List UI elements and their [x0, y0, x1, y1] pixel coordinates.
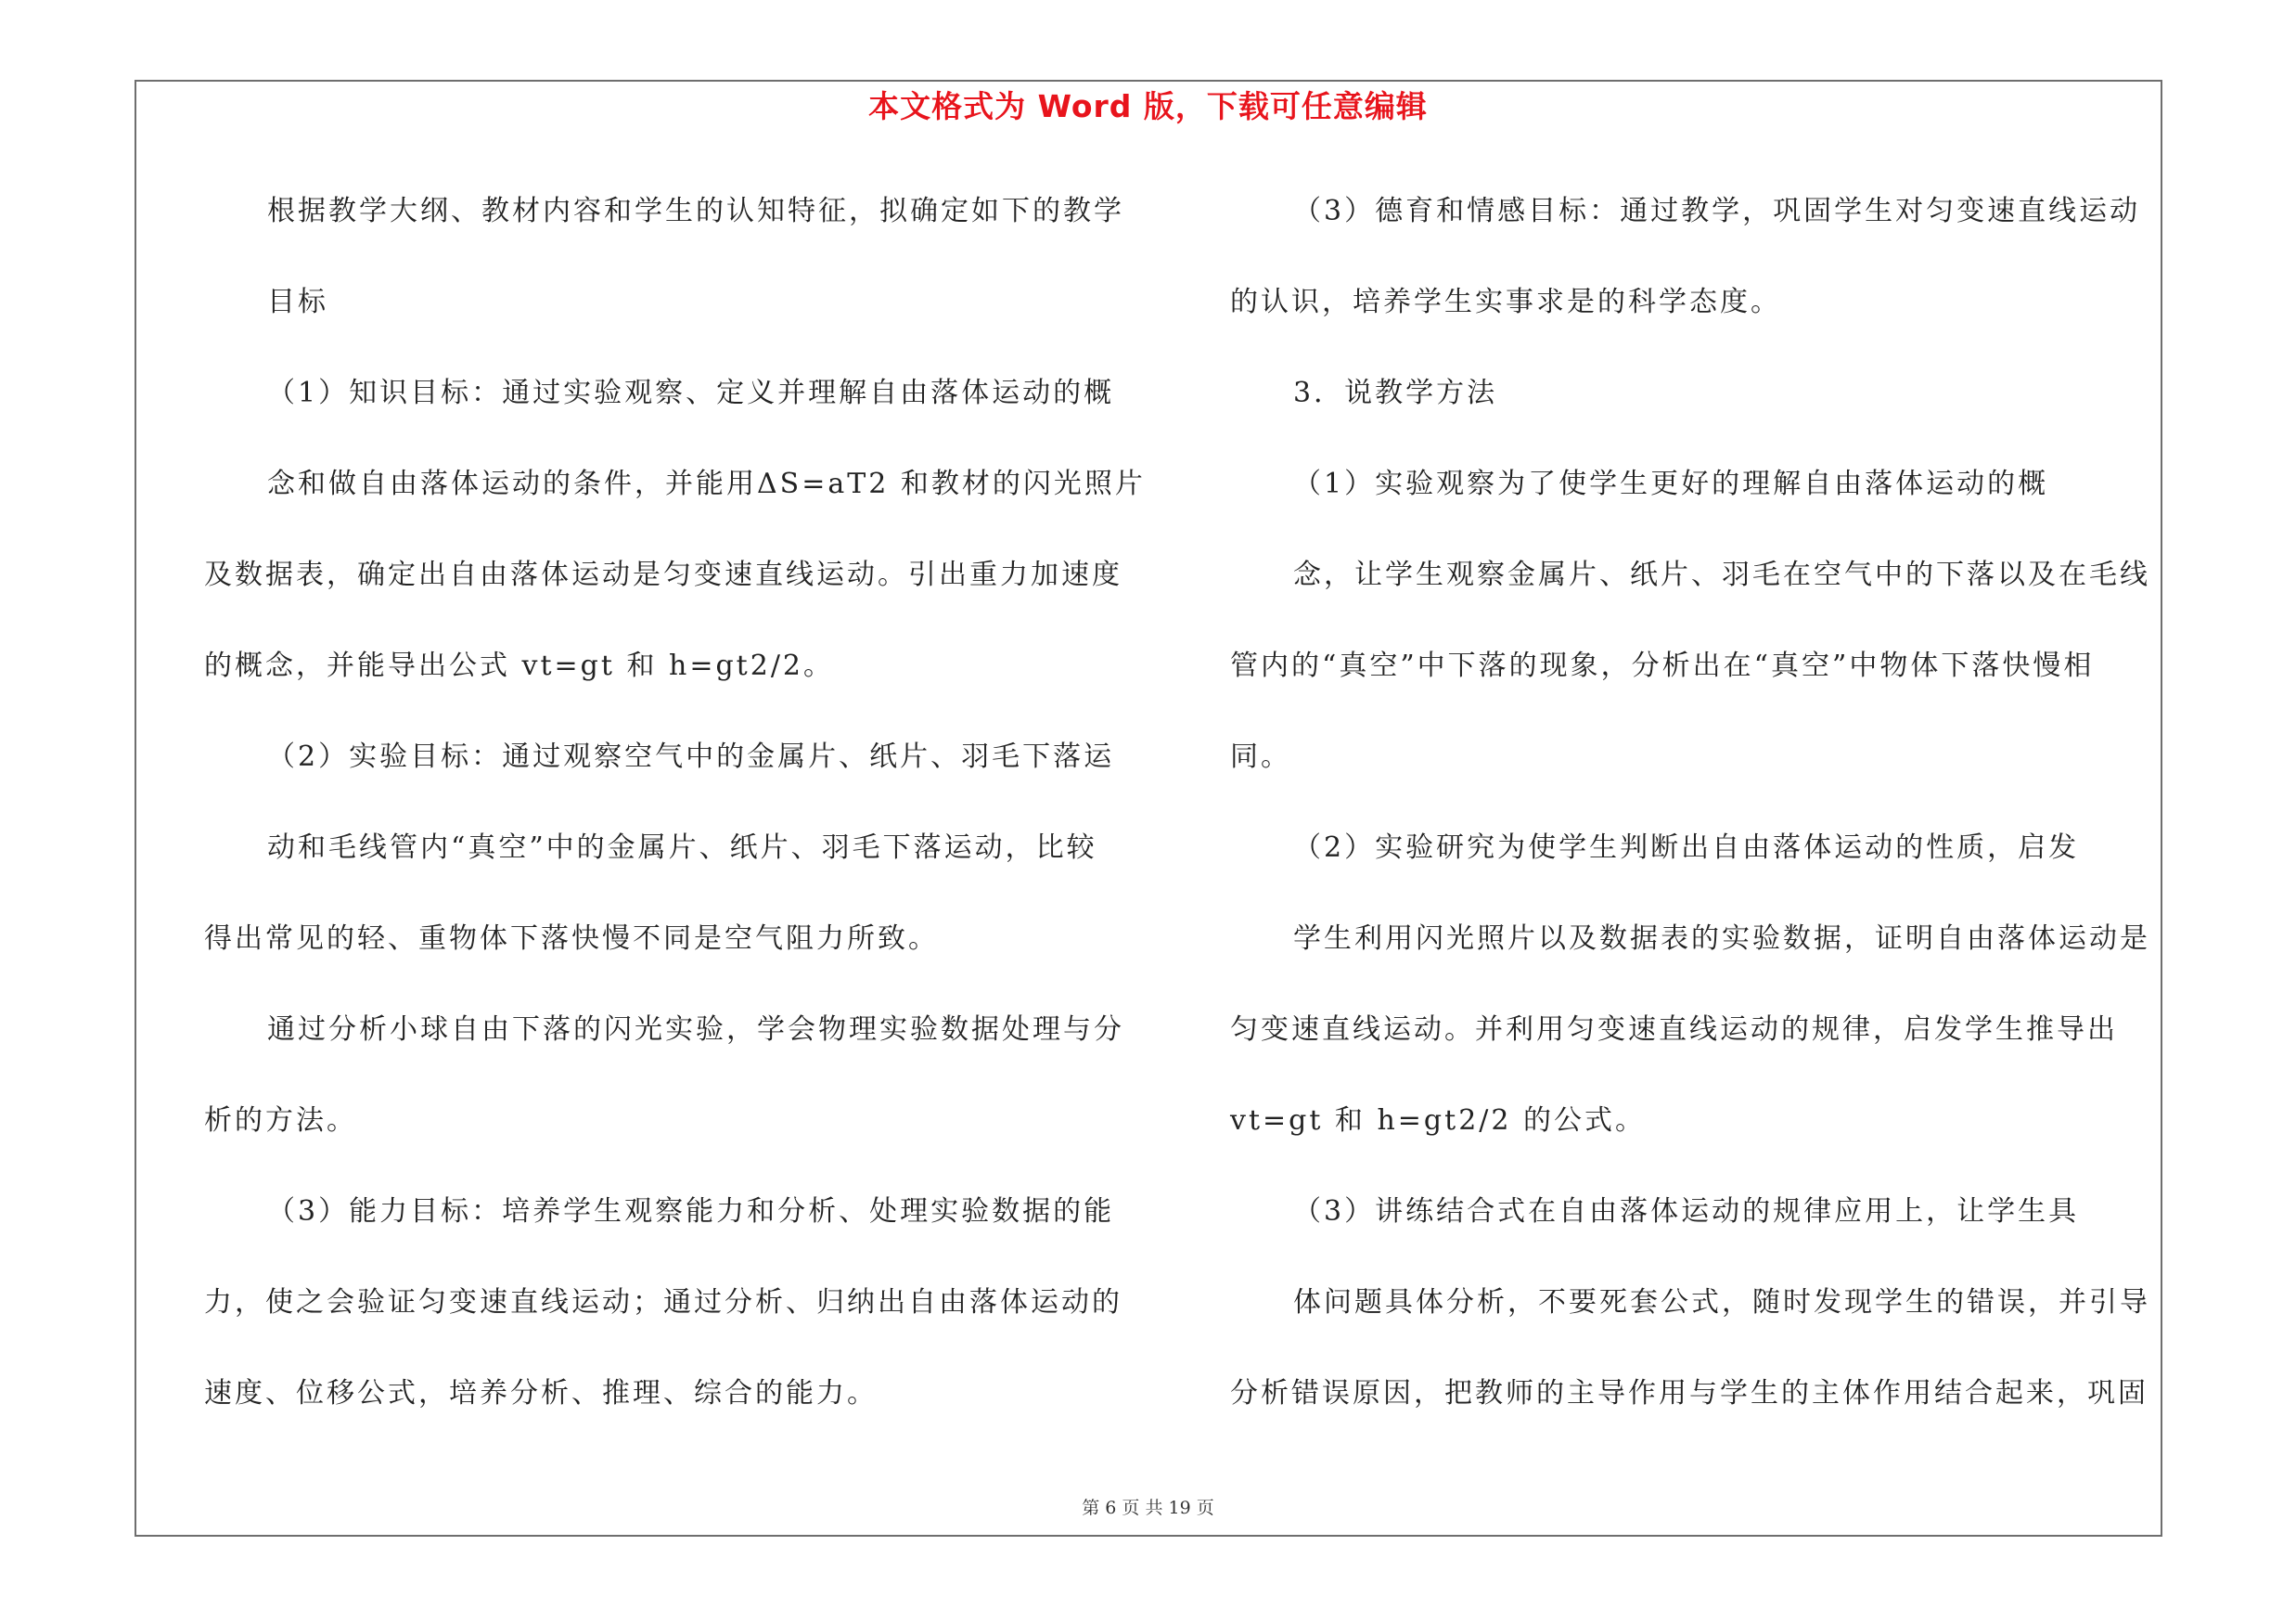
text-line: 体问题具体分析，不要死套公式，随时发现学生的错误，并引导	[1293, 1286, 2150, 1319]
text-line: 动和毛线管内“真空”中的金属片、纸片、羽毛下落运动，比较	[267, 831, 1097, 864]
text-line: （2）实验研究为使学生判断出自由落体运动的性质，启发	[1293, 831, 2080, 864]
text-line: （3）德育和情感目标：通过教学，巩固学生对匀变速直线运动	[1293, 195, 2141, 227]
text-line: 目标	[267, 286, 328, 318]
page-number: 第 6 页 共 19 页	[1082, 1498, 1214, 1518]
text-line: （1）知识目标：通过实验观察、定义并理解自由落体运动的概	[267, 377, 1115, 409]
word-format-notice: 本文格式为 Word 版，下载可任意编辑	[868, 88, 1428, 124]
text-line: 同。	[1230, 741, 1291, 773]
text-line: vt=gt 和 h=gt2/2 的公式。	[1230, 1104, 1647, 1137]
text-line: 析的方法。	[204, 1104, 357, 1137]
text-line: 速度、位移公式，培养分析、推理、综合的能力。	[204, 1377, 878, 1410]
text-line: 分析错误原因，把教师的主导作用与学生的主体作用结合起来，巩固	[1230, 1377, 2148, 1410]
text-line: 匀变速直线运动。并利用匀变速直线运动的规律，启发学生推导出	[1230, 1013, 2118, 1046]
text-line: 及数据表，确定出自由落体运动是匀变速直线运动。引出重力加速度	[204, 559, 1122, 591]
text-line: 的概念，并能导出公式 vt=gt 和 h=gt2/2。	[204, 650, 835, 682]
text-line: （2）实验目标：通过观察空气中的金属片、纸片、羽毛下落运	[267, 741, 1115, 773]
text-line: 的认识，培养学生实事求是的科学态度。	[1230, 286, 1781, 318]
text-line: （3）能力目标：培养学生观察能力和分析、处理实验数据的能	[267, 1195, 1115, 1228]
text-line: 通过分析小球自由下落的闪光实验，学会物理实验数据处理与分	[267, 1013, 1124, 1046]
text-line: 念和做自由落体运动的条件，并能用ΔS=aT2 和教材的闪光照片	[267, 468, 1146, 500]
text-line: 根据教学大纲、教材内容和学生的认知特征，拟确定如下的教学	[267, 195, 1124, 227]
text-line: 得出常见的轻、重物体下落快慢不同是空气阻力所致。	[204, 922, 939, 955]
text-line: （1）实验观察为了使学生更好的理解自由落体运动的概	[1293, 468, 2049, 500]
text-line: （3）讲练结合式在自由落体运动的规律应用上，让学生具	[1293, 1195, 2080, 1228]
text-line: 管内的“真空”中下落的现象，分析出在“真空”中物体下落快慢相	[1230, 650, 2095, 682]
text-line: 学生利用闪光照片以及数据表的实验数据，证明自由落体运动是	[1293, 922, 2150, 955]
text-line: 力，使之会验证匀变速直线运动；通过分析、归纳出自由落体运动的	[204, 1286, 1122, 1319]
text-line: 念，让学生观察金属片、纸片、羽毛在空气中的下落以及在毛线	[1293, 559, 2150, 591]
section-heading: 3．说教学方法	[1293, 377, 1498, 409]
